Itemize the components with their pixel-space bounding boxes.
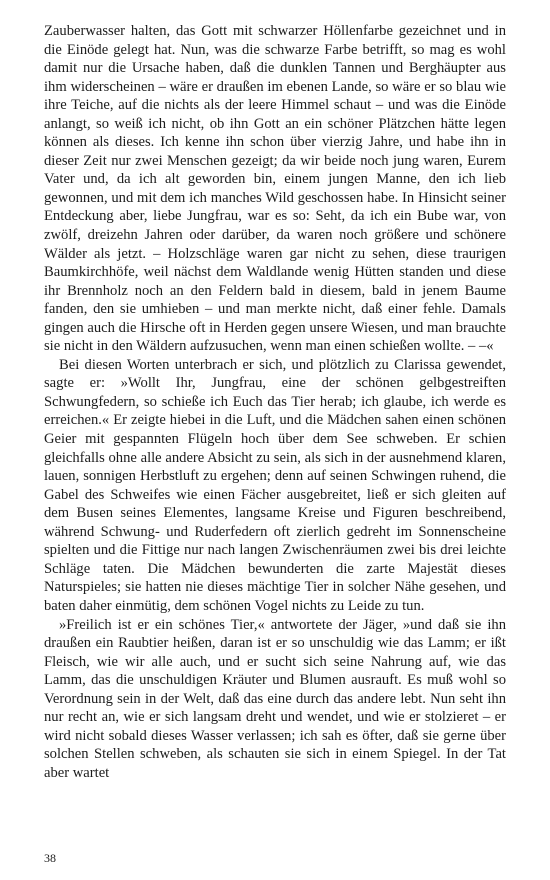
paragraph-3: »Freilich ist er ein schönes Tier,« antwortete der Jäger, »und daß sie ihn draußen ein Raubtier heißen, daran ist er so unschuldig wie das Lamm; er ißt Fleisch, wie wir alle auch, und er sucht sich seine Nahrung auf, wie das Lamm, das die unschuldigen Kräuter und Blumen ausrauft. Es muß wohl so Verordnung sein in der Welt, daß das eine durch das andere lebt. Nun seht ihn nur recht an, wie er sich langsam dreht und wendet, und wie er stolzieret – er wird nicht sobald dieses Wasser verlassen; ich sah es öfter, daß sie gerne über solchen Stellen schweben, als schauten sie sich in einem Spiegel. In der Tat aber wartet <box>44 616 506 781</box>
paragraph-1: Zauberwasser halten, das Gott mit schwarzer Höllenfarbe gezeichnet und in die Einöde gelegt hat. Nun, was die schwarze Farbe betrifft, so mag es wohl damit nur die Ursache haben, daß die dunklen Tannen und Berghäupter aus ihm widerscheinen – wäre er draußen im ebenen Lande, so wäre er so blau wie ihre Teiche, auf die nichts als der leere Himmel schaut – und was die Einöde anlangt, so weiß ich nicht, ob ihn Gott an ein schöner Plätzchen hätte legen können als dieses. Ich kenne ihn schon über vierzig Jahre, und habe ihn in dieser Zeit nur zwei Menschen gezeigt; da wir beide noch jung waren, Eurem Vater und, da ich alt geworden bin, einem jungen Manne, den ich lieb gewonnen, und mit dem ich manches Wild geschossen habe. In Hinsicht seiner Entdeckung aber, liebe Jungfrau, war es so: Seht, da ich ein Bube war, von zwölf, dreizehn Jahren oder darüber, da waren noch größere und schönere Wälder als jetzt. – Holzschläge waren gar nicht zu sehen, diese traurigen Baumkirchhöfe, weil nächst dem Waldlande wenig Hütten standen und diese ihr Brennholz noch an den Feldern bald in diesem, bald in jenem Baume fanden, den sie umhieben – und man merkte nicht, daß einer fehle. Damals gingen auch die Hirsche oft in Herden gegen unsere Wiesen, und man brauchte sie nicht in den Wäldern aufzusuchen, wenn man einen schießen wollte. – –« <box>44 23 506 355</box>
page-number: 38 <box>44 851 56 865</box>
paragraph-2: Bei diesen Worten unterbrach er sich, und plötzlich zu Clarissa gewendet, sagte er: »Wollt Ihr, Jungfrau, eine der schönen gelbgestreiften Schwungfedern, so schieße ich Euch das Tier herab; ich glaube, ich werde es erreichen.« Er zeigte hiebei in die Luft, und die Mädchen sahen einen schönen Geier mit gespannten Flügeln hoch über dem See schweben. Er schien gleichfalls ohne alle andere Absicht zu sein, als sich in der ausnehmend klaren, lauen, sonnigen Herbstluft zu ergehen; denn auf seinen Schwingen ruhend, die Gabel des Schweifes wie einen Fächer ausgebreitet, ließ er sich gleiten auf dem Busen seines Elementes, langsame Kreise und Figuren beschreibend, während Schwung- und Ruderfedern oft zierlich gedreht im Sonnenscheine spielten und die Fittige nur nach langen Zwischenräumen zwei bis drei leichte Schläge taten. Die Mädchen bewunderten die zarte Majestät dieses Naturspieles; sie hatten nie dieses mächtige Tier in solcher Nähe gesehen, und baten daher einmütig, dem schönen Vogel nichts zu Leide zu tun. <box>44 356 506 614</box>
body-text <box>44 22 506 782</box>
